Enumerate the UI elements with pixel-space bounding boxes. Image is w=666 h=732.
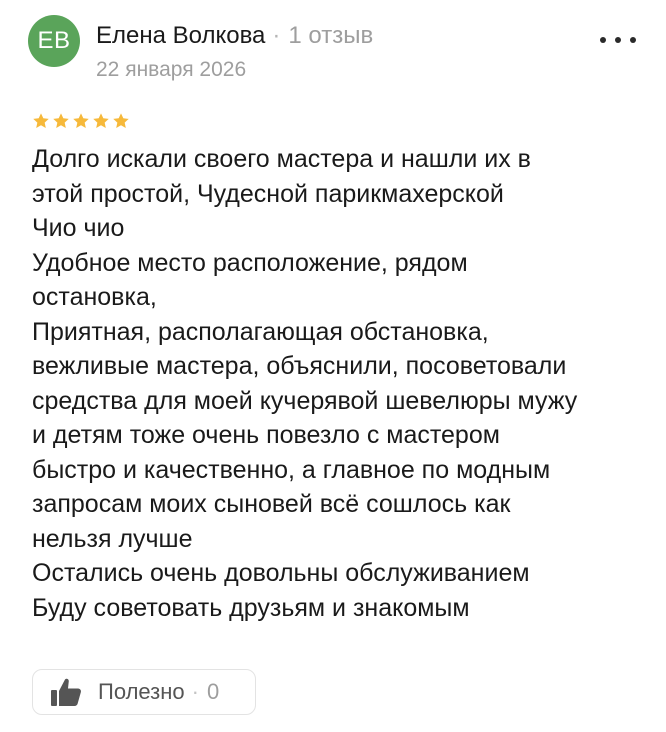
rating-stars (32, 112, 130, 130)
more-dots-icon (630, 37, 636, 43)
author-row (96, 20, 596, 52)
star-icon (52, 112, 70, 130)
avatar[interactable] (28, 15, 80, 67)
more-options-button[interactable] (600, 28, 636, 52)
helpful-separator: · (191, 679, 199, 704)
thumbs-up-icon (50, 677, 82, 707)
author-separator: · (272, 22, 281, 49)
star-icon (32, 112, 50, 130)
star-icon (72, 112, 90, 130)
helpful-label: Полезно (98, 679, 185, 704)
avatar-initials: ЕВ (37, 27, 71, 54)
review-count[interactable]: 1 отзыв (288, 22, 374, 49)
review-date: 22 января 2026 (96, 58, 247, 81)
review-header (96, 20, 596, 84)
helpful-count: 0 (206, 679, 220, 704)
review-text: Долго искали своего мастера и нашли их в этой простой, Чудесной парикмахерской Чио чио Удобное место расположение, рядом остановка, Приятная, располагающая обстановка, вежливые мастера, объяснили, посоветовали средства для моей кучерявой шевелюры мужу и детям тоже очень повезло с мастером быстро и качественно, а главное по модным запросам моих сыновей всё сошлось как нельзя лучше Остались очень довольны обслуживанием Буду советовать друзьям и знакомым (32, 145, 578, 622)
helpful-button[interactable] (32, 669, 256, 715)
more-dots-icon (615, 37, 621, 43)
more-dots-icon (600, 37, 606, 43)
star-icon (112, 112, 130, 130)
star-icon (92, 112, 110, 130)
author-name[interactable]: Елена Волкова (96, 22, 266, 49)
